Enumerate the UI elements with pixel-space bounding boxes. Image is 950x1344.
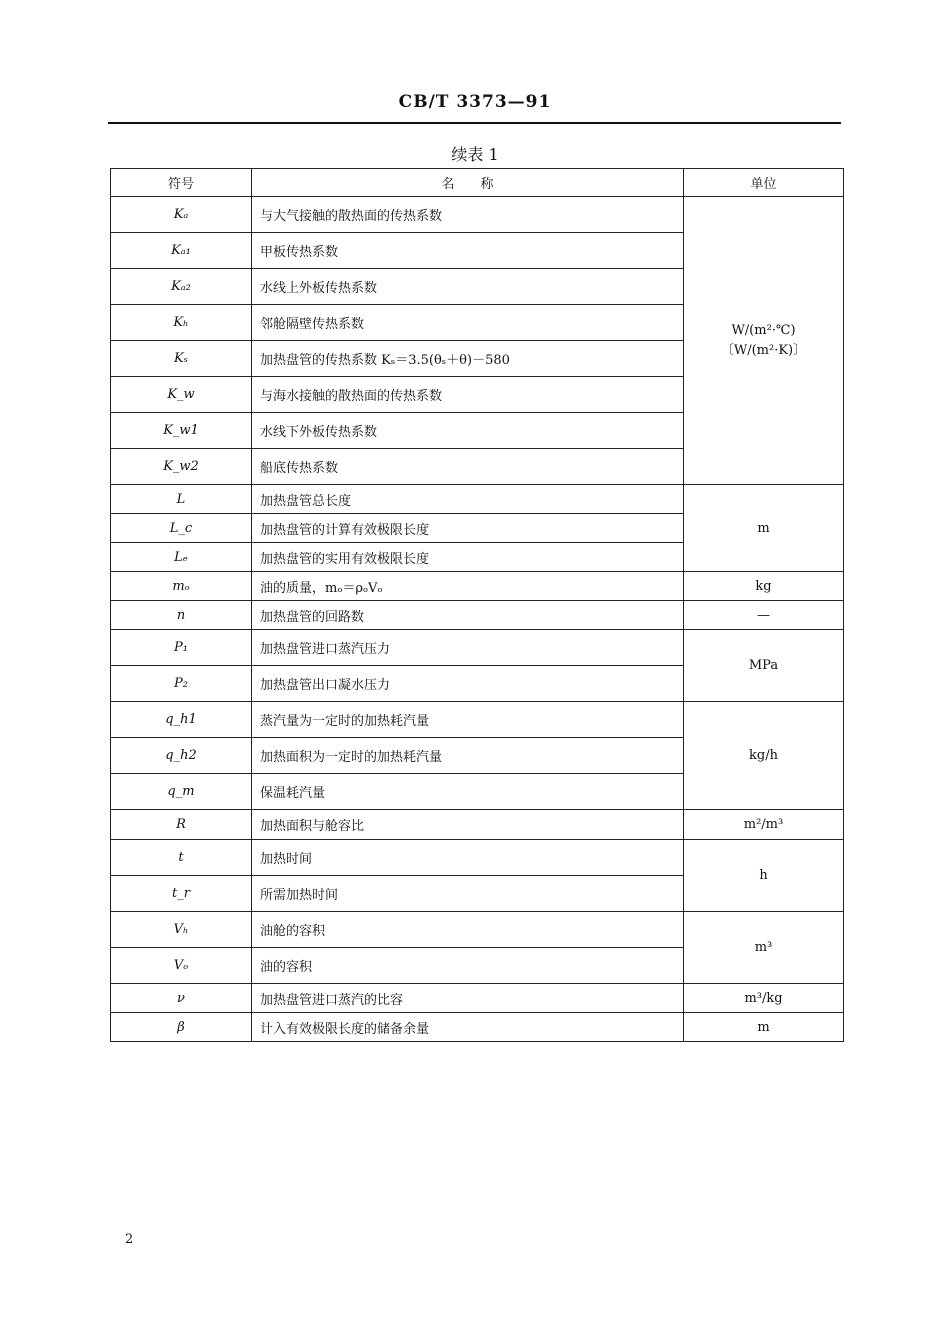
name-cell: 加热盘管的传热系数 Kₛ＝3.5(θₛ＋θ)－580 [252, 341, 684, 377]
unit-cell-time: h [684, 840, 844, 912]
symbol-cell: q_m [111, 774, 252, 810]
table-row [111, 840, 844, 876]
symbol-cell: K_w2 [111, 449, 252, 485]
symbols-table [110, 168, 844, 1042]
name-cell: 油的质量，mₒ＝ρₒVₒ [252, 572, 684, 601]
symbol-cell: Kₛ [111, 341, 252, 377]
symbol-cell: t [111, 840, 252, 876]
name-cell: 加热盘管的计算有效极限长度 [252, 514, 684, 543]
table-row [111, 572, 844, 601]
table-row [111, 984, 844, 1013]
symbol-cell: K_w1 [111, 413, 252, 449]
name-cell: 水线上外板传热系数 [252, 269, 684, 305]
unit-cell-margin: m [684, 1013, 844, 1042]
name-cell: 加热盘管进口蒸汽的比容 [252, 984, 684, 1013]
table-row [111, 912, 844, 948]
name-cell: 邻舱隔壁传热系数 [252, 305, 684, 341]
name-cell: 油舱的容积 [252, 912, 684, 948]
symbol-cell: L_c [111, 514, 252, 543]
table-row [111, 197, 844, 233]
name-cell: 加热面积为一定时的加热耗汽量 [252, 738, 684, 774]
name-cell: 计入有效极限长度的储备余量 [252, 1013, 684, 1042]
name-cell: 加热盘管进口蒸汽压力 [252, 630, 684, 666]
table-caption: 续表 1 [451, 145, 499, 164]
unit-cell-volume: m³ [684, 912, 844, 984]
symbol-cell: Vₒ [111, 948, 252, 984]
column-header-name: 名 称 [252, 169, 684, 197]
table-row [111, 485, 844, 514]
table-row [111, 810, 844, 840]
symbol-cell: Kₐ₂ [111, 269, 252, 305]
symbol-cell: Kₐ [111, 197, 252, 233]
symbol-cell: K_w [111, 377, 252, 413]
symbol-cell: ν [111, 984, 252, 1013]
unit-line: W/(m²·℃) [731, 322, 796, 338]
symbol-cell: mₒ [111, 572, 252, 601]
name-cell: 加热盘管的实用有效极限长度 [252, 543, 684, 572]
name-cell: 保温耗汽量 [252, 774, 684, 810]
symbol-cell: R [111, 810, 252, 840]
unit-cell-pressure: MPa [684, 630, 844, 702]
name-cell: 加热盘管出口凝水压力 [252, 666, 684, 702]
symbol-cell: Kₕ [111, 305, 252, 341]
symbol-cell: Vₕ [111, 912, 252, 948]
symbol-cell: P₂ [111, 666, 252, 702]
name-cell: 油的容积 [252, 948, 684, 984]
name-cell: 加热盘管总长度 [252, 485, 684, 514]
name-cell: 蒸汽量为一定时的加热耗汽量 [252, 702, 684, 738]
table-row [111, 702, 844, 738]
name-cell: 加热时间 [252, 840, 684, 876]
symbol-cell: P₁ [111, 630, 252, 666]
symbol-cell: β [111, 1013, 252, 1042]
symbol-cell: Lₑ [111, 543, 252, 572]
unit-cell-heat-transfer [684, 197, 844, 485]
unit-cell-length: m [684, 485, 844, 572]
table-row [111, 601, 844, 630]
name-cell: 船底传热系数 [252, 449, 684, 485]
name-cell: 与海水接触的散热面的传热系数 [252, 377, 684, 413]
page-number: 2 [125, 1232, 134, 1247]
header-rule [108, 122, 841, 124]
symbol-cell: t_r [111, 876, 252, 912]
unit-cell-specific-volume: m³/kg [684, 984, 844, 1013]
unit-cell-area-ratio: m²/m³ [684, 810, 844, 840]
symbol-cell: L [111, 485, 252, 514]
column-header-symbol: 符号 [111, 169, 252, 197]
unit-line: 〔W/(m²·K)〕 [720, 342, 807, 358]
name-cell: 所需加热时间 [252, 876, 684, 912]
unit-cell-steam-rate: kg/h [684, 702, 844, 810]
table-row [111, 1013, 844, 1042]
name-cell: 加热面积与舱容比 [252, 810, 684, 840]
standard-code-header: CB/T 3373—91 [398, 92, 552, 112]
name-cell: 甲板传热系数 [252, 233, 684, 269]
column-header-unit: 单位 [684, 169, 844, 197]
name-cell: 加热盘管的回路数 [252, 601, 684, 630]
table-row [111, 630, 844, 666]
name-cell: 水线下外板传热系数 [252, 413, 684, 449]
name-cell: 与大气接触的散热面的传热系数 [252, 197, 684, 233]
symbol-cell: Kₐ₁ [111, 233, 252, 269]
unit-cell-mass: kg [684, 572, 844, 601]
symbol-cell: q_h2 [111, 738, 252, 774]
symbol-cell: n [111, 601, 252, 630]
unit-cell-count: — [684, 601, 844, 630]
symbol-cell: q_h1 [111, 702, 252, 738]
